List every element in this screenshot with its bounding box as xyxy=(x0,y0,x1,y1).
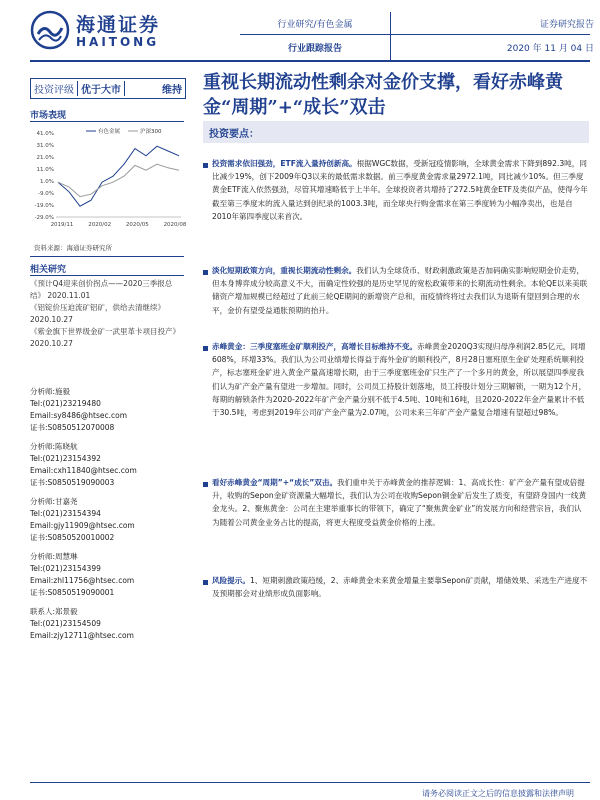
logo xyxy=(30,10,180,50)
market-chart xyxy=(26,125,186,237)
related-item[interactable]: 《铝锭价压迫流矿铝矿，供给去清继续》 2020.10.27 xyxy=(30,303,165,324)
point-paragraph: 看好赤峰黄金“周期”+“成长”双击。我们重申关于赤峰黄金的推荐逻辑：1、高成长性：矿产金产量有望成倍提升，收购的Sepon金矿资源量大幅增长，我们认为公司在收购Sepon铜金矿后发生了质变，有望跻身国内一线黄金龙头。2、聚焦黄金：公司在主建举重事长的带领下，确定了“聚焦黄金矿业”的发展方向和经营宗旨，我们认为随着公司黄金业务占比的提高，将更大程度受益黄金价格的上涨。 xyxy=(212,478,587,527)
x-tick-label: 2020/02 xyxy=(88,222,112,228)
footer-disclaimer: 请务必阅读正文之后的信息披露和法律声明 xyxy=(422,789,574,798)
header-date: 2020 年 11 月 04 日 xyxy=(506,44,594,54)
points-heading: 投资要点： xyxy=(209,129,259,140)
analyst-email[interactable]: Email:cxh11840@htsec.com xyxy=(30,466,137,475)
related-list xyxy=(30,278,186,350)
points-heading-bar xyxy=(203,121,589,143)
header-sub-type: 行业跟踪报告 xyxy=(287,44,342,54)
header-bottom-line xyxy=(30,60,590,62)
rating-box xyxy=(30,78,186,99)
analyst-email[interactable]: Email:zjy12711@htsec.com xyxy=(30,631,134,640)
related-item[interactable]: 《紫金旗下世界级金矿一武里革卡项目投产》 2020.10.27 xyxy=(30,327,180,348)
analyst-email[interactable]: Email:gjy11909@htsec.com xyxy=(30,521,135,530)
y-tick-label: -19.0% xyxy=(34,203,54,209)
x-tick-label: 2019/11 xyxy=(50,222,74,228)
series-line xyxy=(58,164,179,196)
market-heading: 市场表现 xyxy=(30,111,67,121)
related-item[interactable]: 《预计Q4迎来创价拐点——2020三季报总结》 2020.11.01 xyxy=(30,279,173,300)
rating-action: 维持 xyxy=(162,85,182,96)
x-tick-label: 2020/05 xyxy=(125,222,149,228)
analyst-card: 分析师:甘嘉尧 Tel:(021)23154394 Email:gjy11909@htsec.com 证书:S0850520010002 xyxy=(30,496,186,544)
x-tick-label: 2020/08 xyxy=(163,222,186,228)
rating-value: 优于大市 xyxy=(78,81,125,96)
y-tick-label: 31.0% xyxy=(36,143,54,149)
bullet-icon xyxy=(203,346,208,351)
header-divider xyxy=(390,12,391,60)
y-tick-label: -29.0% xyxy=(34,215,54,221)
header-report-type: 证券研究报告 xyxy=(539,20,594,30)
report-title: 重视长期流动性剩余对金价支撑，看好赤峰黄金“周期”+“成长”双击 xyxy=(203,72,563,118)
bullet-icon xyxy=(203,163,208,168)
analyst-card: 分析师:陈晓航 Tel:(021)23154392 Email:cxh11840@htsec.com 证书:S0850519090003 xyxy=(30,441,186,489)
legend-label: 有色金属 xyxy=(98,129,121,135)
header-category: 行业研究/有色金属 xyxy=(277,20,353,30)
legend-label: 沪深300 xyxy=(140,129,162,135)
analyst-email[interactable]: Email:sy8486@htsec.com xyxy=(30,411,128,420)
bullet-icon xyxy=(203,270,208,275)
rating-label: 投资评级 xyxy=(31,81,78,96)
point-paragraph: 淡化短期政策方向，重视长期流动性剩余。我们认为全球货币、财政刺激政策是否加码确实影响短期金价走势，但本身博弈成分较高意义不大，而确定性较强的是历史罕见的宽松政策带来的长期流动性剩余。本轮QE以来美联储资产增加规模已经超过了此前三轮QE期间的新增资产总和，而疫情终将过去我们认为退斯有望回到合理的水平，金价有望受益通胀预期的抬升。 xyxy=(212,266,588,315)
point-paragraph: 投资需求依旧强劲，ETF流入量持创新高。根据WGC数据，受新冠疫情影响，全球黄金需求下降到892.3吨，同比减少19%，创下2009年Q3以来的最低需求数据。前三季度黄金需求量2972.1吨，同比减少10%。但三季度黄金ETF流入依然强劲，尽管其增速略低于上半年。全球投资者共增持了272.5吨黄金ETF及类似产品，使得今年截至第三季度末的流入量达到创纪录的1003.3吨，而全球央行购金需求在第三季度转为小幅净卖出，也是自2010年第四季度以来首次。 xyxy=(212,159,588,221)
market-heading-line xyxy=(30,121,184,122)
logo-cn: 海通证券 xyxy=(76,14,161,36)
y-tick-label: -9.0% xyxy=(38,191,54,197)
y-tick-label: 11.0% xyxy=(36,167,54,173)
related-heading: 相关研究 xyxy=(30,265,67,275)
related-heading-line xyxy=(30,275,184,276)
point-paragraph: 风险提示。1、短期刺激政策趋缓，2、赤峰黄金未来黄金增量主要靠Sepon矿贡献，增储效果、采选生产进度不及预期都会对业绩形成负面影响。 xyxy=(212,576,588,599)
y-tick-label: 21.0% xyxy=(36,155,54,161)
series-line xyxy=(58,146,179,206)
analyst-list xyxy=(30,386,186,642)
point-paragraph: 赤峰黄金：三季度塞班金矿顺利投产，高增长目标维持不变。赤峰黄金2020Q3实现归母净利润2.85亿元，同增608%，环增33%。我们认为公司业绩增长得益于海外金矿的顺利投产，8月28日塞班原生金矿处理系统顺利投产，标志塞班金矿进入黄金产量高速增长期，由于三季度塞班金矿只生产了一个多月的黄金，所以展望四季度我们认为矿产金产量有望进一步增加。同时，公司员工持股计划落地，员工持股计划分三期解锁，一期为12个月，每期的解锁条件为2020-2022年矿产金产量分别不低于4.5吨、10吨和16吨，且2020-2022年金产量累计不低于30.5吨，考虑到2019年公司矿产金产量为2.07吨，公司未来三年矿产金产量复合增速有望超过98%。 xyxy=(212,342,587,418)
analyst-card: 分析师:施毅 Tel:(021)23219480 Email:sy8486@htsec.com 证书:S0850512070008 xyxy=(30,386,186,434)
y-tick-label: 1.0% xyxy=(40,179,54,185)
analyst-email[interactable]: Email:zhl11756@htsec.com xyxy=(30,576,135,585)
header-line xyxy=(240,34,590,35)
logo-en: HAITONG xyxy=(76,35,160,49)
analyst-card: 联系人:郑景毅 Tel:(021)23154509 Email:zjy12711@htsec.com xyxy=(30,606,186,642)
bullet-icon xyxy=(203,580,208,585)
bullet-icon xyxy=(203,482,208,487)
chart-source: 资料来源：海通证券研究所 xyxy=(34,244,112,252)
y-tick-label: 41.0% xyxy=(36,131,54,137)
analyst-card: 分析师:周慧琳 Tel:(021)23154399 Email:zhl11756@htsec.com 证书:S0850519090001 xyxy=(30,551,186,599)
haitong-emblem-icon xyxy=(30,10,70,50)
chart-bottom-line xyxy=(30,256,184,257)
footer-line xyxy=(30,782,590,783)
